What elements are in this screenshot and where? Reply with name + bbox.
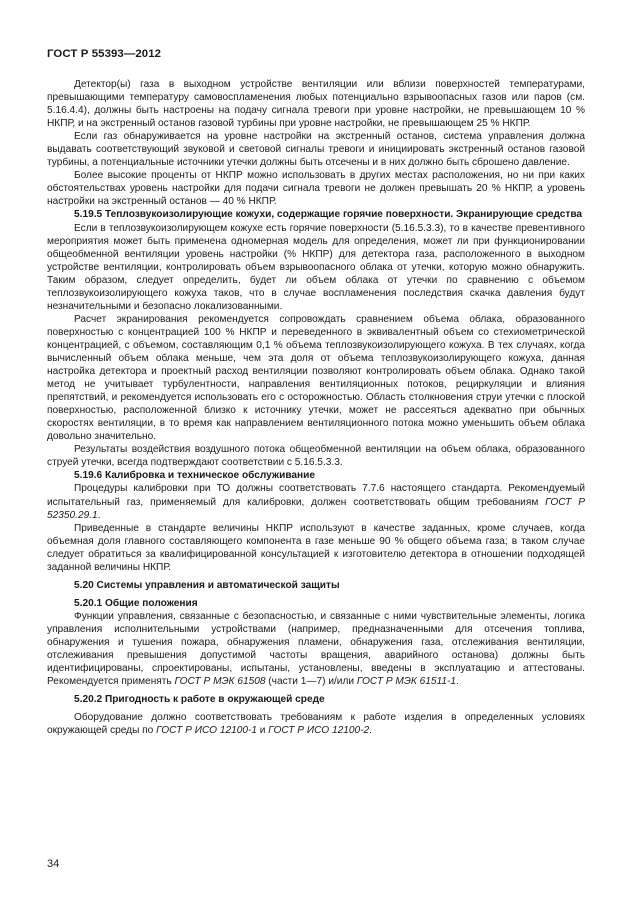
standard-reference: ГОСТ Р ИСО 12100-2 — [268, 725, 370, 737]
standard-reference: ГОСТ Р МЭК 61508 — [174, 676, 266, 688]
paragraph: Результаты воздействия воздушного потока общеобменной вентиляции на объем облака, образованного струей утечки, всегда подтверждают соответствии с 5.16.5.3.3. — [47, 444, 585, 469]
paragraph: Расчет экранирования рекомендуется сопровождать сравнением объема облака, образованного поверхностью с концентрацией 100 % НКПР и переведенного в эквивалентный объем со стехиометрической концентрацией, с объемом, составляющим 0,1 % объема теплозвукоизолирующего кожуха. В тех случаях, когда вычисленный объем облака меньше, чем эта доля от объема теплозвукоизолирующего кожуха, данная настройка детектора и проектный расход вентиляции позволяют контролировать объем облака. Однако такой метод не учитывает турбулентности, направления вентиляционных потоков, рециркуляции и влияния препятствий, и рекомендуется использовать его с осторожностью. Область столкновения струи утечки с плоской поверхностью, расположенной близко к источнику утечки, может не рассеяться адекватно при обычных скоростях вентиляции, в то время как направлением вентиляционного потока можно уменьшить объем облака довольно значительно. — [47, 313, 585, 443]
text-run: (части 1—7) и/или — [265, 676, 357, 688]
standard-reference: ГОСТ Р МЭК 61511-1 — [356, 676, 457, 688]
standard-reference: ГОСТ Р 52350.29.1 — [47, 496, 585, 521]
document-body — [47, 78, 585, 737]
section-heading-5-20: 5.20 Системы управления и автоматической защиты — [74, 579, 340, 591]
text-run: Процедуры калибровки при ТО должны соответствовать 7.7.6 настоящего стандарта. Рекомендуемый испытательный газ, применяемый для калибровки, должен соответствовать общим требованиям — [47, 483, 585, 508]
paragraph — [47, 610, 585, 688]
text-run: Функции управления, связанные с безопасностью, и связанные с ними чувствительные элементы, логика управления исполнительными устройствами (например, предназначенными для отсечения топлива, обнаружения и тушения пожара, обнаружения пламени, обнаружения газа, отслеживания вентиляции, отслеживания превышения допустимой частоты вращения, аварийного останова) должны быть идентифицированы, спроектированы, испытаны, установлены, введены в эксплуатацию и аттестованы. Рекомендуется применять — [47, 610, 585, 688]
paragraph: Если в теплозвукоизолирующем кожухе есть горячие поверхности (5.16.5.3.3), то в качестве превентивного мероприятия может быть применена одномерная модель для определения, может ли при функционировании общеобменной вентиляции уровень настройки (% НКПР) для детектора газа, расположенного в выходном устройстве вентиляции, контролировать объем взрывоопасного облака от утечки, которую можно обнаружить. Таким образом, следует определить, будет ли объем облака от утечки по сравнению с объемом теплозвукоизолирующего кожуха таков, что в случае воспламенения последствия скачка давления будут незначительными и безопасно локализованными. — [47, 222, 585, 312]
paragraph — [47, 482, 585, 521]
page-number: 34 — [47, 858, 60, 870]
section-heading-5-19-5: 5.19.5 Теплозвукоизолирующие кожухи, содержащие горячие поверхности. Экранирующие средства — [74, 209, 583, 221]
text-run: . — [369, 725, 372, 737]
standard-header: ГОСТ Р 55393—2012 — [47, 48, 162, 60]
text-run: Оборудование должно соответствовать требованиям к работе изделия в определенных условиях окружающей среды по — [47, 712, 585, 737]
section-heading-5-19-6: 5.19.6 Калибровка и техническое обслуживание — [74, 470, 316, 482]
section-heading-5-20-1: 5.20.1 Общие положения — [74, 597, 198, 609]
standard-reference: ГОСТ Р ИСО 12100-1 — [156, 725, 257, 737]
text-run: . — [97, 509, 101, 521]
paragraph: Если газ обнаруживается на уровне настройки на экстренный останов, система управления должна выдавать соответствующий звуковой и световой сигналы тревоги и инициировать экстренный останов газовой турбины, а потенциальные источники утечки должны быть отсечены и в них должно быть сброшено давление. — [47, 131, 585, 169]
paragraph: Более высокие проценты от НКПР можно использовать в других местах расположения, но ни при каких обстоятельствах уровень настройки для подачи сигнала тревоги не должен превышать 20 % НКПР, а уровень настройки на экстренный останов — 40 % НКПР. — [47, 170, 585, 208]
paragraph: Детектор(ы) газа в выходном устройстве вентиляции или вблизи поверхностей температурами, превышающими температуру самовоспламенения любых потенциально взрывоопасных газов или паров (см. 5.16.4.4), должны быть настроены на подачу сигнала тревоги при уровне настройки, не превышающем 10 % НКПР, и на экстренный останов газовой турбины при уровне настройки, не превышающем 25 % НКПР. — [47, 79, 585, 130]
section-heading-5-20-2: 5.20.2 Пригодность к работе в окружающей среде — [74, 694, 325, 706]
paragraph: Приведенные в стандарте величины НКПР используют в качестве заданных, кроме случаев, когда объемная доля главного составляющего компонента в газе меньше 90 % общего объема газа; в таком случае следует обратиться за квалифицированной консультацией к изготовителю детектора в отношении подходящей заданной величины НКПР. — [47, 522, 585, 573]
paragraph — [47, 711, 585, 737]
text-run: и — [256, 725, 269, 737]
text-run: . — [456, 676, 459, 688]
